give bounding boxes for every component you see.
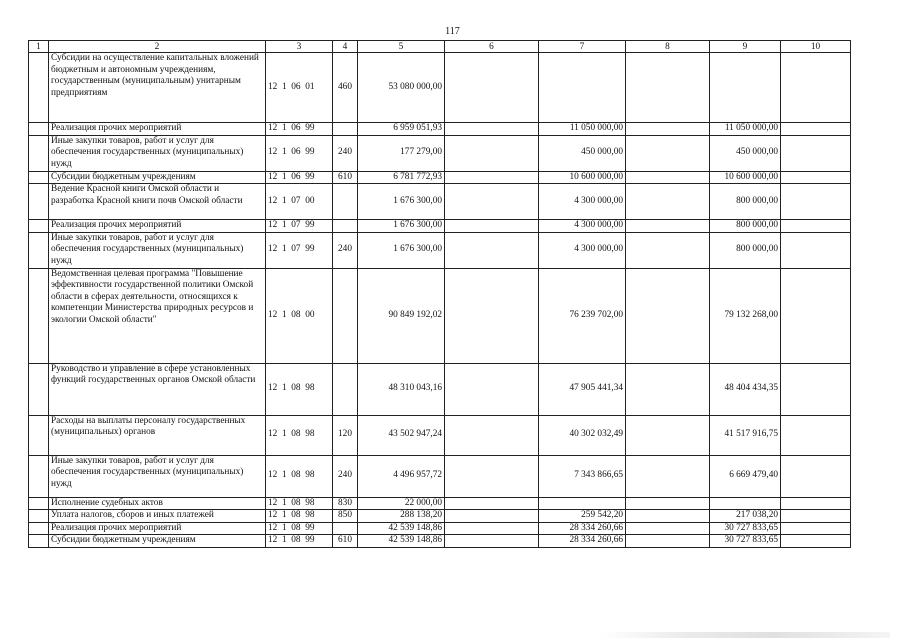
cell-col9: 30 727 833,65	[710, 522, 781, 535]
table-row	[29, 135, 851, 171]
cell-index	[29, 184, 49, 220]
cell-name: Субсидии на осуществление капитальных вложений бюджетным и автономным учреждениям, государственным (муниципальным) унитарным предприятиям	[49, 53, 266, 123]
cell-name: Ведение Красной книги Омской области и разработка Красной книги почв Омской области	[49, 184, 266, 220]
budget-table	[28, 40, 851, 548]
cell-col9: 800 000,00	[710, 184, 781, 220]
cell-col10	[781, 415, 851, 455]
cell-col6	[445, 497, 539, 510]
cell-index	[29, 220, 49, 233]
table-row	[29, 232, 851, 268]
cell-code: 12 1 06 99	[266, 135, 333, 171]
cell-code: 12 1 07 99	[266, 220, 333, 233]
cell-name: Исполнение судебных актов	[49, 497, 266, 510]
cell-col7: 259 542,20	[539, 510, 626, 523]
cell-code: 12 1 08 00	[266, 268, 333, 363]
cell-vr: 850	[333, 510, 358, 523]
cell-vr: 610	[333, 171, 358, 184]
cell-col5: 6 959 051,93	[358, 123, 445, 136]
cell-col9: 6 669 479,40	[710, 455, 781, 497]
cell-name: Иные закупки товаров, работ и услуг для обеспечения государственных (муниципальных) нужд	[49, 455, 266, 497]
cell-index	[29, 455, 49, 497]
cell-col8	[626, 184, 710, 220]
cell-col9: 48 404 434,35	[710, 363, 781, 415]
cell-col8	[626, 232, 710, 268]
cell-col6	[445, 510, 539, 523]
col-header: 7	[539, 41, 626, 53]
col-header: 4	[333, 41, 358, 53]
table-row	[29, 123, 851, 136]
cell-code: 12 1 06 01	[266, 53, 333, 123]
cell-col10	[781, 135, 851, 171]
cell-col7: 10 600 000,00	[539, 171, 626, 184]
cell-name: Субсидии бюджетным учреждениям	[49, 171, 266, 184]
cell-name: Уплата налогов, сборов и иных платежей	[49, 510, 266, 523]
cell-index	[29, 535, 49, 548]
cell-col10	[781, 232, 851, 268]
cell-col8	[626, 510, 710, 523]
table-row	[29, 184, 851, 220]
cell-col5: 1 676 300,00	[358, 220, 445, 233]
cell-col8	[626, 171, 710, 184]
cell-col6	[445, 363, 539, 415]
cell-code: 12 1 07 00	[266, 184, 333, 220]
cell-col9: 11 050 000,00	[710, 123, 781, 136]
cell-vr: 240	[333, 455, 358, 497]
cell-col10	[781, 171, 851, 184]
cell-index	[29, 497, 49, 510]
table-row	[29, 171, 851, 184]
cell-col7: 47 905 441,34	[539, 363, 626, 415]
cell-vr	[333, 268, 358, 363]
cell-vr: 240	[333, 232, 358, 268]
cell-col8	[626, 535, 710, 548]
cell-col5: 48 310 043,16	[358, 363, 445, 415]
cell-index	[29, 232, 49, 268]
cell-col8	[626, 497, 710, 510]
cell-vr	[333, 123, 358, 136]
cell-col10	[781, 363, 851, 415]
scan-artifact	[600, 632, 890, 638]
cell-col7: 28 334 260,66	[539, 535, 626, 548]
table-row	[29, 363, 851, 415]
table-row	[29, 522, 851, 535]
cell-col10	[781, 184, 851, 220]
cell-col9: 450 000,00	[710, 135, 781, 171]
cell-vr	[333, 220, 358, 233]
cell-col9: 800 000,00	[710, 220, 781, 233]
cell-col7: 4 300 000,00	[539, 220, 626, 233]
cell-col5: 1 676 300,00	[358, 232, 445, 268]
cell-col8	[626, 53, 710, 123]
cell-col10	[781, 497, 851, 510]
cell-col7: 450 000,00	[539, 135, 626, 171]
cell-name: Руководство и управление в сфере установленных функций государственных органов Омской области	[49, 363, 266, 415]
cell-index	[29, 135, 49, 171]
cell-col5: 42 539 148,86	[358, 522, 445, 535]
cell-col9: 41 517 916,75	[710, 415, 781, 455]
cell-col5: 6 781 772,93	[358, 171, 445, 184]
cell-col8	[626, 522, 710, 535]
cell-col5: 22 000,00	[358, 497, 445, 510]
cell-index	[29, 522, 49, 535]
cell-code: 12 1 08 98	[266, 497, 333, 510]
cell-vr	[333, 184, 358, 220]
cell-col8	[626, 268, 710, 363]
col-header: 5	[358, 41, 445, 53]
cell-vr: 240	[333, 135, 358, 171]
cell-col8	[626, 135, 710, 171]
table-row	[29, 268, 851, 363]
cell-col8	[626, 123, 710, 136]
table-row	[29, 510, 851, 523]
cell-col10	[781, 220, 851, 233]
table-body	[29, 53, 851, 548]
cell-col7	[539, 497, 626, 510]
cell-col6	[445, 123, 539, 136]
cell-col6	[445, 171, 539, 184]
cell-col9	[710, 497, 781, 510]
cell-name: Расходы на выплаты персоналу государственных (муниципальных) органов	[49, 415, 266, 455]
cell-index	[29, 363, 49, 415]
cell-name: Реализация прочих мероприятий	[49, 220, 266, 233]
cell-col7: 4 300 000,00	[539, 232, 626, 268]
cell-name: Реализация прочих мероприятий	[49, 123, 266, 136]
cell-col8	[626, 455, 710, 497]
cell-index	[29, 53, 49, 123]
col-header: 6	[445, 41, 539, 53]
cell-name: Иные закупки товаров, работ и услуг для обеспечения государственных (муниципальных) нужд	[49, 232, 266, 268]
cell-col6	[445, 53, 539, 123]
cell-code: 12 1 08 99	[266, 522, 333, 535]
cell-code: 12 1 07 99	[266, 232, 333, 268]
cell-col7: 40 302 032,49	[539, 415, 626, 455]
table-row	[29, 415, 851, 455]
cell-vr	[333, 363, 358, 415]
col-header: 3	[266, 41, 333, 53]
cell-index	[29, 171, 49, 184]
header-row	[29, 41, 851, 53]
cell-col5: 1 676 300,00	[358, 184, 445, 220]
cell-col10	[781, 53, 851, 123]
cell-code: 12 1 08 98	[266, 455, 333, 497]
table-row	[29, 455, 851, 497]
cell-col6	[445, 415, 539, 455]
cell-col7: 28 334 260,66	[539, 522, 626, 535]
cell-col6	[445, 220, 539, 233]
cell-name: Реализация прочих мероприятий	[49, 522, 266, 535]
cell-code: 12 1 08 98	[266, 510, 333, 523]
cell-code: 12 1 06 99	[266, 123, 333, 136]
cell-col7: 11 050 000,00	[539, 123, 626, 136]
page-number: 117	[445, 26, 460, 37]
cell-col10	[781, 268, 851, 363]
cell-col5: 4 496 957,72	[358, 455, 445, 497]
cell-col7: 4 300 000,00	[539, 184, 626, 220]
table-row	[29, 220, 851, 233]
col-header: 2	[49, 41, 266, 53]
cell-vr	[333, 522, 358, 535]
table-row	[29, 535, 851, 548]
cell-col5: 90 849 192,02	[358, 268, 445, 363]
cell-col9: 217 038,20	[710, 510, 781, 523]
cell-name: Субсидии бюджетным учреждениям	[49, 535, 266, 548]
cell-index	[29, 123, 49, 136]
table-row	[29, 497, 851, 510]
cell-index	[29, 415, 49, 455]
cell-col6	[445, 455, 539, 497]
cell-col6	[445, 135, 539, 171]
col-header: 10	[781, 41, 851, 53]
cell-code: 12 1 06 99	[266, 171, 333, 184]
cell-col5: 53 080 000,00	[358, 53, 445, 123]
cell-vr: 610	[333, 535, 358, 548]
cell-col9: 79 132 268,00	[710, 268, 781, 363]
table-row	[29, 53, 851, 123]
cell-col6	[445, 232, 539, 268]
cell-col9: 800 000,00	[710, 232, 781, 268]
cell-col5: 177 279,00	[358, 135, 445, 171]
cell-col7: 76 239 702,00	[539, 268, 626, 363]
cell-col10	[781, 510, 851, 523]
col-header: 8	[626, 41, 710, 53]
cell-name: Ведомственная целевая программа "Повышение эффективности государственной политики Омской области в сферах деятельности, относящихся к компетенции Министерства природных ресурсов и экологии Омской области"	[49, 268, 266, 363]
cell-col7: 7 343 866,65	[539, 455, 626, 497]
col-header: 9	[710, 41, 781, 53]
cell-col5: 288 138,20	[358, 510, 445, 523]
cell-col6	[445, 268, 539, 363]
cell-code: 12 1 08 98	[266, 415, 333, 455]
cell-col10	[781, 123, 851, 136]
col-header: 1	[29, 41, 49, 53]
cell-code: 12 1 08 98	[266, 363, 333, 415]
cell-index	[29, 268, 49, 363]
cell-col8	[626, 415, 710, 455]
cell-vr: 120	[333, 415, 358, 455]
cell-vr: 830	[333, 497, 358, 510]
cell-col5: 42 539 148,86	[358, 535, 445, 548]
cell-code: 12 1 08 99	[266, 535, 333, 548]
cell-col6	[445, 535, 539, 548]
cell-index	[29, 510, 49, 523]
cell-vr: 460	[333, 53, 358, 123]
cell-col5: 43 502 947,24	[358, 415, 445, 455]
cell-col6	[445, 522, 539, 535]
cell-col9	[710, 53, 781, 123]
cell-col7	[539, 53, 626, 123]
cell-col8	[626, 220, 710, 233]
cell-col8	[626, 363, 710, 415]
cell-col10	[781, 522, 851, 535]
cell-col10	[781, 455, 851, 497]
cell-name: Иные закупки товаров, работ и услуг для обеспечения государственных (муниципальных) нужд	[49, 135, 266, 171]
cell-col9: 10 600 000,00	[710, 171, 781, 184]
cell-col10	[781, 535, 851, 548]
cell-col6	[445, 184, 539, 220]
cell-col9: 30 727 833,65	[710, 535, 781, 548]
